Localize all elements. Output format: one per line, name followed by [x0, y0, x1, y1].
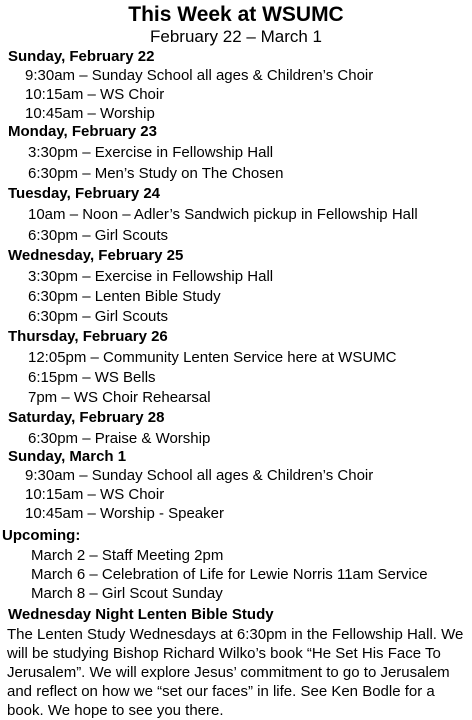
- day-monday-feb-23: [0, 123, 472, 183]
- event-item: 6:30pm – Praise & Worship: [28, 430, 211, 447]
- day-heading: Thursday, February 26: [8, 328, 168, 345]
- day-heading: Sunday, February 22: [8, 48, 155, 65]
- event-item: 12:05pm – Community Lenten Service here at WSUMC: [28, 349, 397, 366]
- event-item: 6:30pm – Girl Scouts: [28, 227, 169, 244]
- date-range-subtitle: February 22 – March 1: [150, 27, 322, 46]
- bible-study-description: The Lenten Study Wednesdays at 6:30pm in the Fellowship Hall. We will be studying Bishop Richard Wilko’s book “He Set His Face To Jerusalem”. We will explore Jesus’ commitment to go to Jerusalem and reflect on how we “set our faces” in life. See Ken Bodle for a book. We hope to see you there.: [7, 626, 464, 719]
- day-tuesday-feb-24: [0, 185, 472, 245]
- event-item: 9:30am – Sunday School all ages & Children’s Choir: [25, 467, 374, 484]
- event-item: 7pm – WS Choir Rehearsal: [28, 389, 211, 406]
- upcoming-section: [0, 527, 472, 603]
- weekly-schedule: [0, 48, 472, 523]
- upcoming-item: March 6 – Celebration of Life for Lewie Norris 11am Service: [31, 566, 428, 583]
- day-heading: Sunday, March 1: [8, 448, 127, 465]
- event-item: 6:30pm – Men’s Study on The Chosen: [28, 165, 284, 182]
- upcoming-item: March 8 – Girl Scout Sunday: [31, 585, 223, 602]
- event-item: 9:30am – Sunday School all ages & Children’s Choir: [25, 67, 374, 84]
- event-item: 3:30pm – Exercise in Fellowship Hall: [28, 268, 274, 285]
- event-item: 6:15pm – WS Bells: [28, 369, 156, 386]
- event-item: 6:30pm – Girl Scouts: [28, 308, 169, 325]
- day-heading: Monday, February 23: [8, 123, 157, 140]
- event-item: 10:45am – Worship: [25, 105, 155, 122]
- day-saturday-feb-28: [0, 409, 472, 448]
- page-title: This Week at WSUMC: [128, 3, 344, 26]
- event-item: 10am – Noon – Adler’s Sandwich pickup in Fellowship Hall: [28, 206, 418, 223]
- day-thursday-feb-26: [0, 328, 472, 407]
- upcoming-item: March 2 – Staff Meeting 2pm: [31, 547, 224, 564]
- event-item: 10:45am – Worship - Speaker: [25, 505, 224, 522]
- event-item: 10:15am – WS Choir: [25, 86, 165, 103]
- event-item: 6:30pm – Lenten Bible Study: [28, 288, 221, 305]
- bible-study-section: [0, 606, 472, 720]
- upcoming-heading: Upcoming:: [2, 527, 81, 544]
- day-sunday-feb-22: [0, 48, 472, 123]
- day-heading: Tuesday, February 24: [8, 185, 161, 202]
- bible-study-heading: Wednesday Night Lenten Bible Study: [8, 606, 274, 623]
- day-heading: Wednesday, February 25: [8, 247, 184, 264]
- day-heading: Saturday, February 28: [8, 409, 165, 426]
- day-wednesday-feb-25: [0, 247, 472, 326]
- event-item: 3:30pm – Exercise in Fellowship Hall: [28, 144, 274, 161]
- day-sunday-mar-1: [0, 448, 472, 523]
- event-item: 10:15am – WS Choir: [25, 486, 165, 503]
